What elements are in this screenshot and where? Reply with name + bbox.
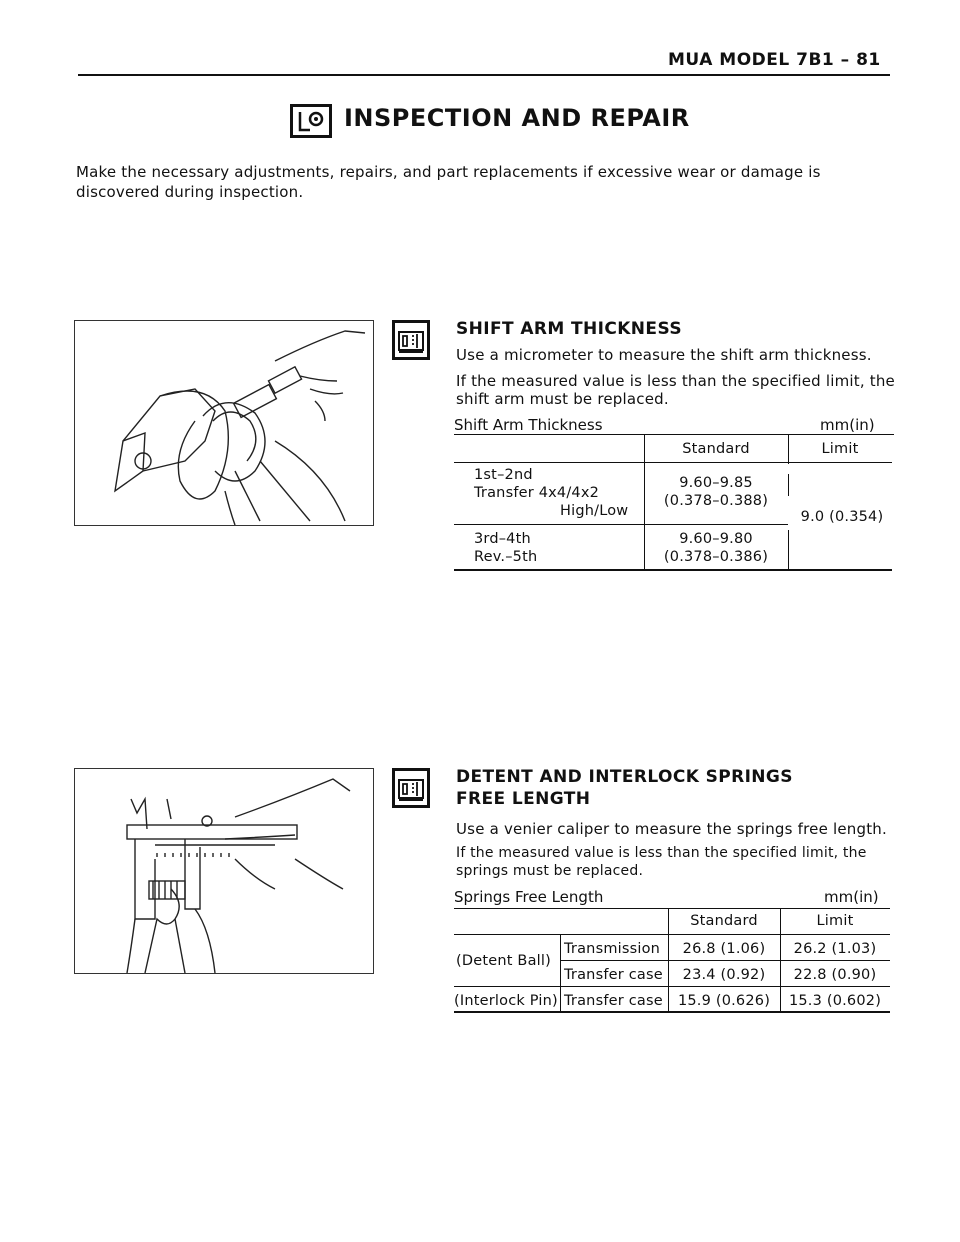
springs-table-caption: Springs Free Length: [454, 888, 604, 906]
col-header-standard: Standard: [682, 441, 750, 457]
shift-arm-instruction: Use a micrometer to measure the shift arm thickness.: [456, 346, 872, 364]
part-label: Transfer case: [564, 967, 663, 983]
standard-value-inch: (0.378–0.386): [663, 549, 769, 565]
header-rule: [78, 74, 890, 76]
page-header: MUA MODEL 7B1 – 81: [668, 50, 881, 70]
section-title-shift-arm: SHIFT ARM THICKNESS: [456, 319, 682, 339]
row-label: Transfer 4x4/4x2: [474, 485, 600, 501]
limit-value: 26.2 (1.03): [793, 941, 877, 957]
measure-icon: [392, 768, 430, 808]
col-header-standard: Standard: [690, 913, 758, 929]
page-title: INSPECTION AND REPAIR: [344, 104, 690, 132]
group-label: (Interlock Pin): [454, 993, 558, 1009]
standard-value-inch: (0.378–0.388): [663, 493, 769, 509]
standard-value: 15.9 (0.626): [677, 993, 771, 1009]
vernier-caliper-illustration: [74, 768, 374, 974]
part-label: Transmission: [564, 941, 661, 957]
intro-paragraph: Make the necessary adjustments, repairs, and part replacements if excessive wear or damage is discovered during inspection.: [76, 163, 821, 201]
inspection-icon: [290, 104, 332, 138]
row-label: 3rd–4th: [474, 531, 531, 547]
standard-value: 9.60–9.85: [679, 475, 753, 491]
standard-value: 26.8 (1.06): [682, 941, 766, 957]
shift-arm-table-unit: mm(in): [820, 416, 875, 434]
part-label: Transfer case: [564, 993, 663, 1009]
row-label: High/Low: [560, 503, 629, 519]
col-header-limit: Limit: [821, 441, 859, 457]
col-header-limit: Limit: [816, 913, 854, 929]
limit-value: 22.8 (0.90): [793, 967, 877, 983]
group-label: (Detent Ball): [456, 953, 551, 969]
shift-arm-replace-note: If the measured value is less than the specified limit, the shift arm must be replaced.: [456, 372, 895, 408]
springs-replace-note: If the measured value is less than the specified limit, the springs must be replaced.: [456, 845, 867, 879]
springs-instruction: Use a venier caliper to measure the springs free length.: [456, 820, 887, 838]
section-title-springs: DETENT AND INTERLOCK SPRINGS FREE LENGTH: [456, 767, 793, 809]
row-label: 1st–2nd: [474, 467, 533, 483]
row-label: Rev.–5th: [474, 549, 538, 565]
springs-table-unit: mm(in): [824, 888, 879, 906]
measure-icon: [392, 320, 430, 360]
limit-value: 15.3 (0.602): [788, 993, 882, 1009]
limit-value: 9.0 (0.354): [800, 509, 884, 525]
shift-arm-table-caption: Shift Arm Thickness: [454, 416, 603, 434]
standard-value: 23.4 (0.92): [682, 967, 766, 983]
micrometer-illustration: [74, 320, 374, 526]
standard-value: 9.60–9.80: [679, 531, 753, 547]
